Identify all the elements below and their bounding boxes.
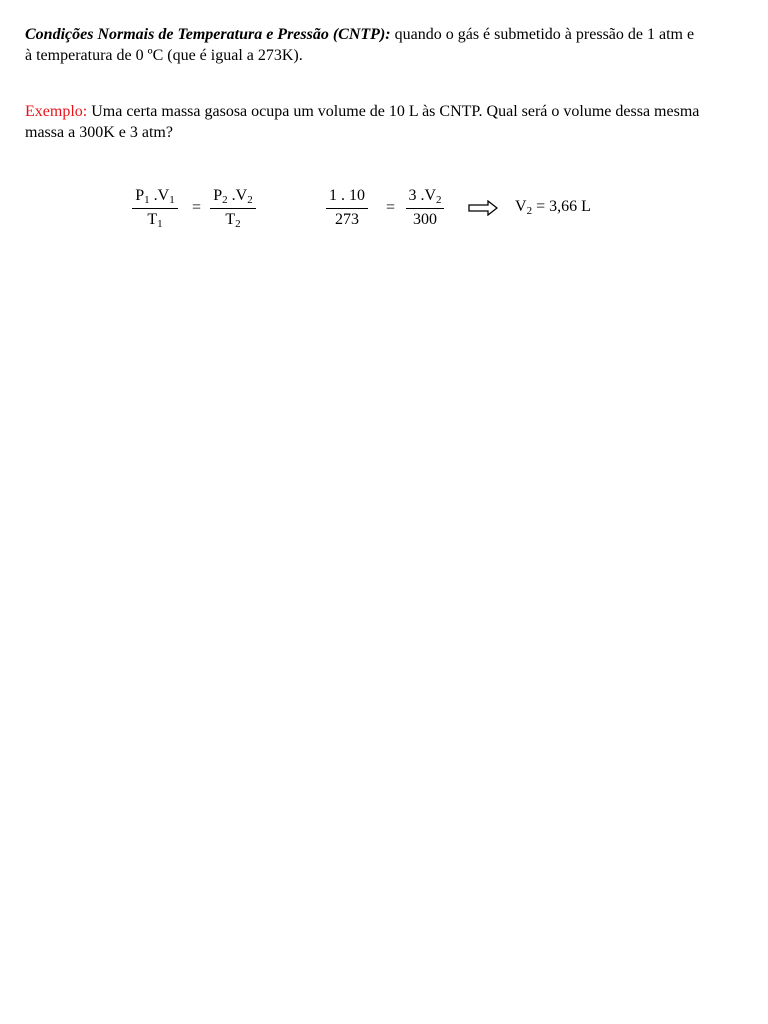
fraction-numerator: 1 . 10 <box>329 187 365 204</box>
example-paragraph <box>25 101 705 143</box>
example-label: Exemplo: <box>25 103 88 120</box>
fraction-general-right <box>210 186 256 229</box>
cntp-definition-text: quando o gás é submetido à pressão de 1 atm e à temperatura de 0 ºC (que é igual a 273K). <box>25 26 695 64</box>
gas-law-formula <box>0 186 768 234</box>
fraction-values-right <box>406 186 444 229</box>
fraction-numerator: $P_1$ $.V_1$ <box>135 187 175 206</box>
fraction-denominator: 273 <box>326 208 368 229</box>
implies-arrow-icon <box>468 200 498 221</box>
equals-sign: = <box>386 199 396 216</box>
fraction-denominator: $T_1$ <box>132 208 178 229</box>
fraction-values-left <box>326 186 368 229</box>
cntp-definition-paragraph <box>25 24 705 66</box>
fraction-numerator: $P_2$ $.V_2$ <box>213 187 253 206</box>
cntp-term: Condições Normais de Temperatura e Pressão (CNTP): <box>25 26 391 43</box>
result-value: $V_2 = 3,66$ L <box>515 198 591 217</box>
fraction-numerator: 3 $.V_2$ <box>408 187 442 206</box>
equals-sign: = <box>192 199 202 216</box>
fraction-general-left <box>132 186 178 229</box>
fraction-denominator: 300 <box>406 208 444 229</box>
example-text: Uma certa massa gasosa ocupa um volume de 10 L às CNTP. Qual será o volume dessa mesma massa a 300K e 3 atm? <box>25 103 700 141</box>
fraction-denominator: $T_2$ <box>210 208 256 229</box>
